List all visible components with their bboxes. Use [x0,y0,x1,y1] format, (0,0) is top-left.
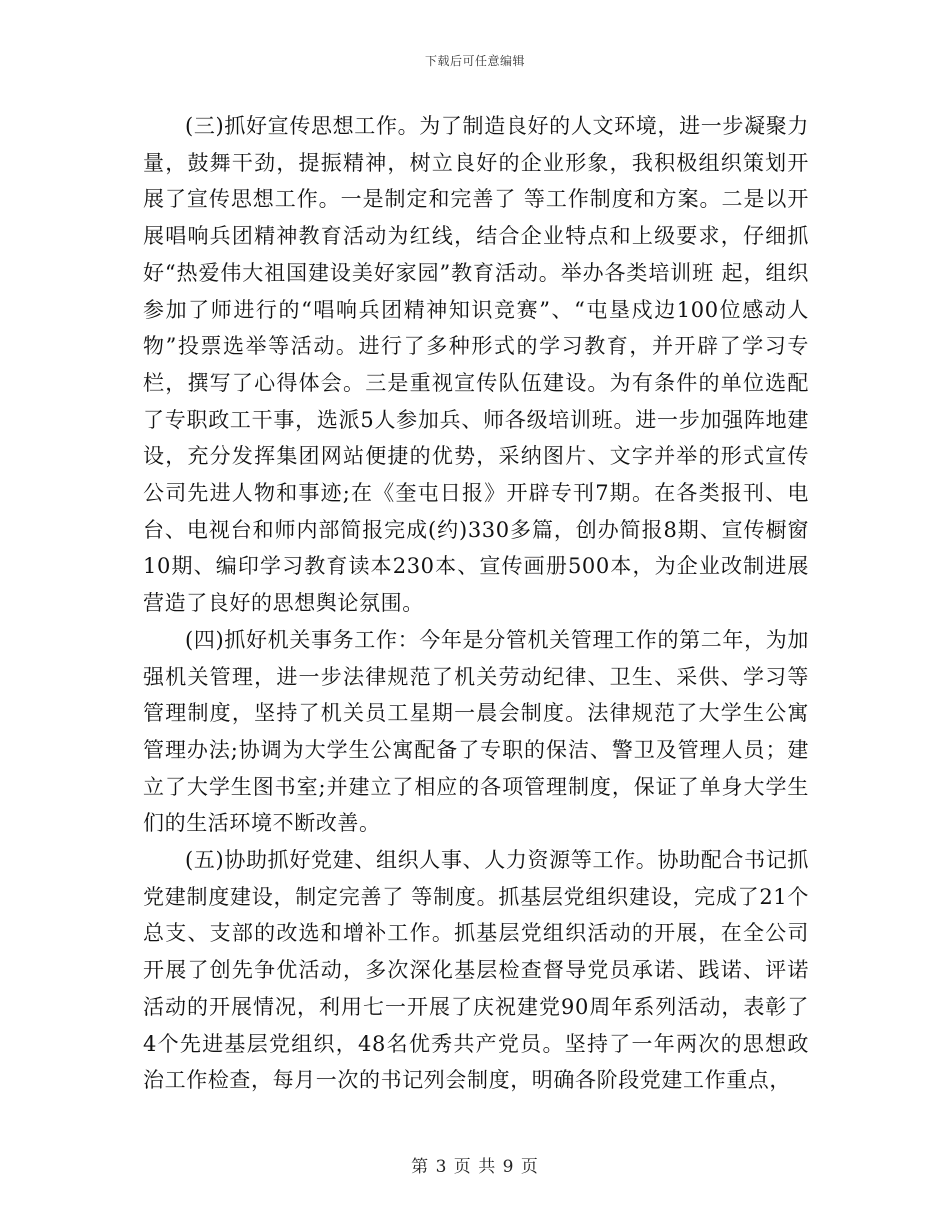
paragraph-party-building: (五)协助抓好党建、组织人事、人力资源等工作。协助配合书记抓党建制度建设，制定完善了 等制度。抓基层党组织建设，完成了21个总支、支部的改选和增补工作。抓基层党组织活动的开展，在全公司开展了创先争优活动，多次深化基层检查督导党员承诺、践诺、评诺活动的开展情况，利用七一开展了庆祝建党90周年系列活动，表彰了4个先进基层党组织，48名优秀共产党员。坚持了一年两次的思想政治工作检查，每月一次的书记列会制度，明确各阶段党建工作重点， [143,848,809,1093]
paragraph-office-affairs: (四)抓好机关事务工作：今年是分管机关管理工作的第二年，为加强机关管理，进一步法律规范了机关劳动纪律、卫生、采供、学习等管理制度，坚持了机关员工星期一晨会制度。法律规范了大学生公寓管理办法;协调为大学生公寓配备了专职的保洁、警卫及管理人员；建立了大学生图书室;并建立了相应的各项管理制度，保证了单身大学生们的生活环境不断改善。 [143,627,809,836]
page-number-text: 第 3 页 共 9 页 [411,1157,539,1177]
document-body [143,108,809,1099]
paragraph-publicity-work: (三)抓好宣传思想工作。为了制造良好的人文环境，进一步凝聚力量，鼓舞干劲，提振精神，树立良好的企业形象，我积极组织策划开展了宣传思想工作。一是制定和完善了 等工作制度和方案。二是以开展唱响兵团精神教育活动为红线，结合企业特点和上级要求，仔细抓好“热爱伟大祖国建设美好家园”教育活动。举办各类培训班 起，组织参加了师进行的“唱响兵团精神知识竞赛”、“屯垦戍边100位感动人物”投票选举等活动。进行了多种形式的学习教育，并开辟了学习专栏，撰写了心得体会。三是重视宣传队伍建设。为有条件的单位选配了专职政工干事，选派5人参加兵、师各级培训班。进一步加强阵地建设，充分发挥集团网站便捷的优势，采纳图片、文字并举的形式宣传公司先进人物和事迹;在《奎屯日报》开辟专刊7期。在各类报刊、电台、电视台和师内部简报完成(约)330多篇，创办简报8期、宣传橱窗10期、编印学习教育读本230本、宣传画册500本，为企业改制进展营造了良好的思想舆论氛围。 [143,114,809,616]
page-number-footer [0,1152,950,1177]
page-header: 下载后可任意编辑 [424,54,525,68]
